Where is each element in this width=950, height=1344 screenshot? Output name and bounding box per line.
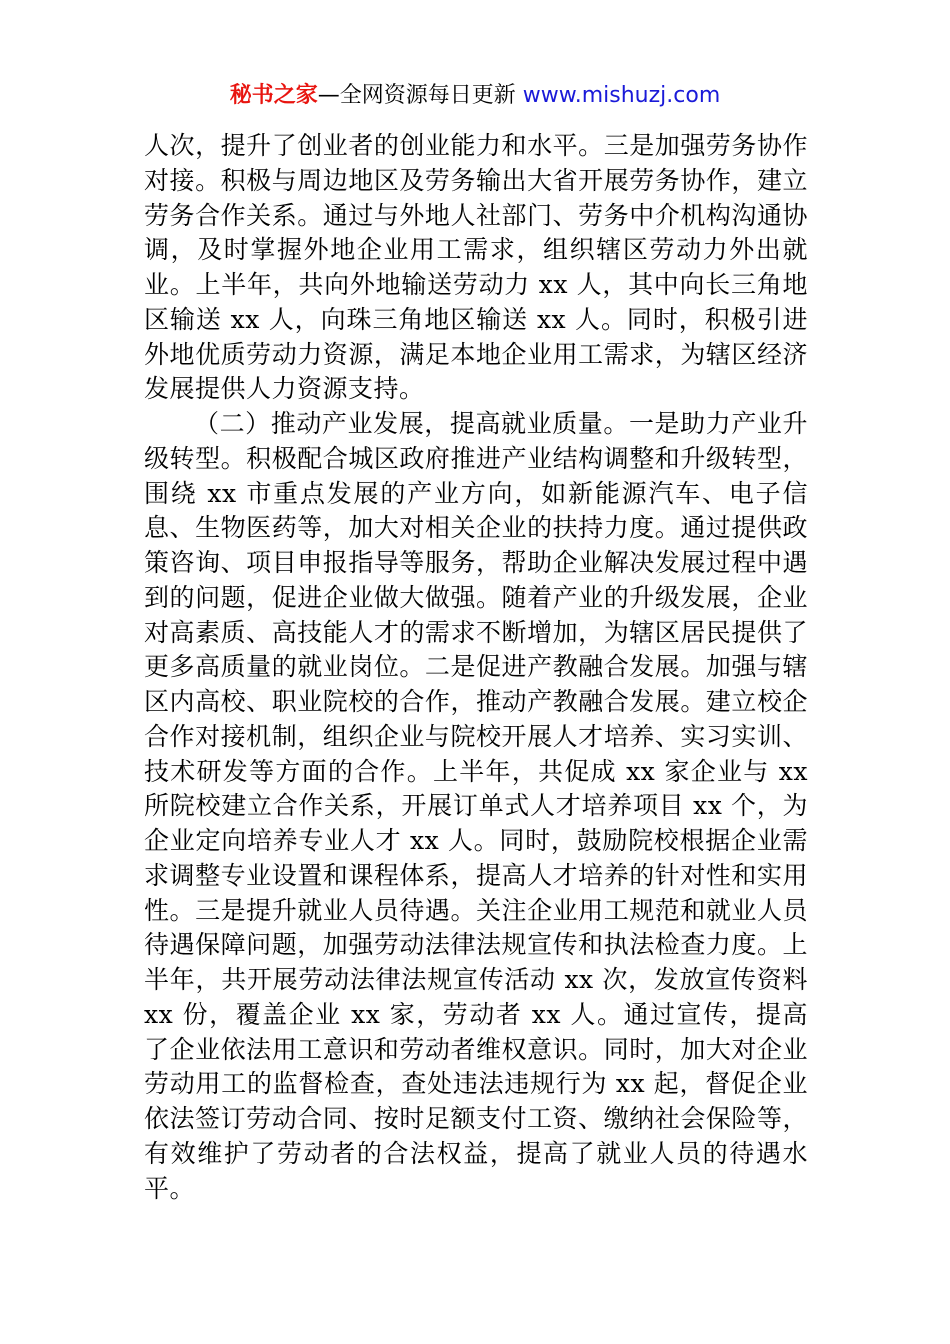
page-header: [0, 80, 950, 112]
header-tagline: —全网资源每日更新: [317, 83, 523, 108]
paragraph-continuation: 人次，提升了创业者的创业能力和水平。三是加强劳务协作对接。积极与周边地区及劳务输出大省开展劳务协作，建立劳务合作关系。通过与外地人社部门、劳务中介机构沟通协调，及时掌握外地企业用工需求，组织辖区劳动力外出就业。上半年，共向外地输送劳动力 xx 人，其中向长三角地区输送 xx 人，向珠三角地区输送 xx 人。同时，积极引进外地优质劳动力资源，满足本地企业用工需求，为辖区经济发展提供人力资源支持。: [144, 131, 808, 404]
paragraph-section-two: （二）推动产业发展，提高就业质量。一是助力产业升级转型。积极配合城区政府推进产业结构调整和升级转型，围绕 xx 市重点发展的产业方向，如新能源汽车、电子信息、生物医药等，加大对相关企业的扶持力度。通过提供政策咨询、项目申报指导等服务，帮助企业解决发展过程中遇到的问题，促进企业做大做强。随着产业的升级发展，企业对高素质、高技能人才的需求不断增加，为辖区居民提供了更多高质量的就业岗位。二是促进产教融合发展。加强与辖区内高校、职业院校的合作，推动产教融合发展。建立校企合作对接机制，组织企业与院校开展人才培养、实习实训、技术研发等方面的合作。上半年，共促成 xx 家企业与 xx 所院校建立合作关系，开展订单式人才培养项目 xx 个，为企业定向培养专业人才 xx 人。同时，鼓励院校根据企业需求调整专业设置和课程体系，提高人才培养的针对性和实用性。三是提升就业人员待遇。关注企业用工规范和就业人员待遇保障问题，加强劳动法律法规宣传和执法检查力度。上半年，共开展劳动法律法规宣传活动 xx 次，发放宣传资料 xx 份，覆盖企业 xx 家，劳动者 xx 人。通过宣传，提高了企业依法用工意识和劳动者维权意识。同时，加大对企业劳动用工的监督检查，查处违法违规行为 xx 起，督促企业依法签订劳动合同、按时足额支付工资、缴纳社会保险等，有效维护了劳动者的合法权益，提高了就业人员的待遇水平。: [144, 409, 808, 1203]
site-link[interactable]: www.mishuzj.com: [522, 83, 721, 108]
brand-name: 秘书之家: [229, 83, 318, 108]
document-body: [144, 129, 808, 1206]
